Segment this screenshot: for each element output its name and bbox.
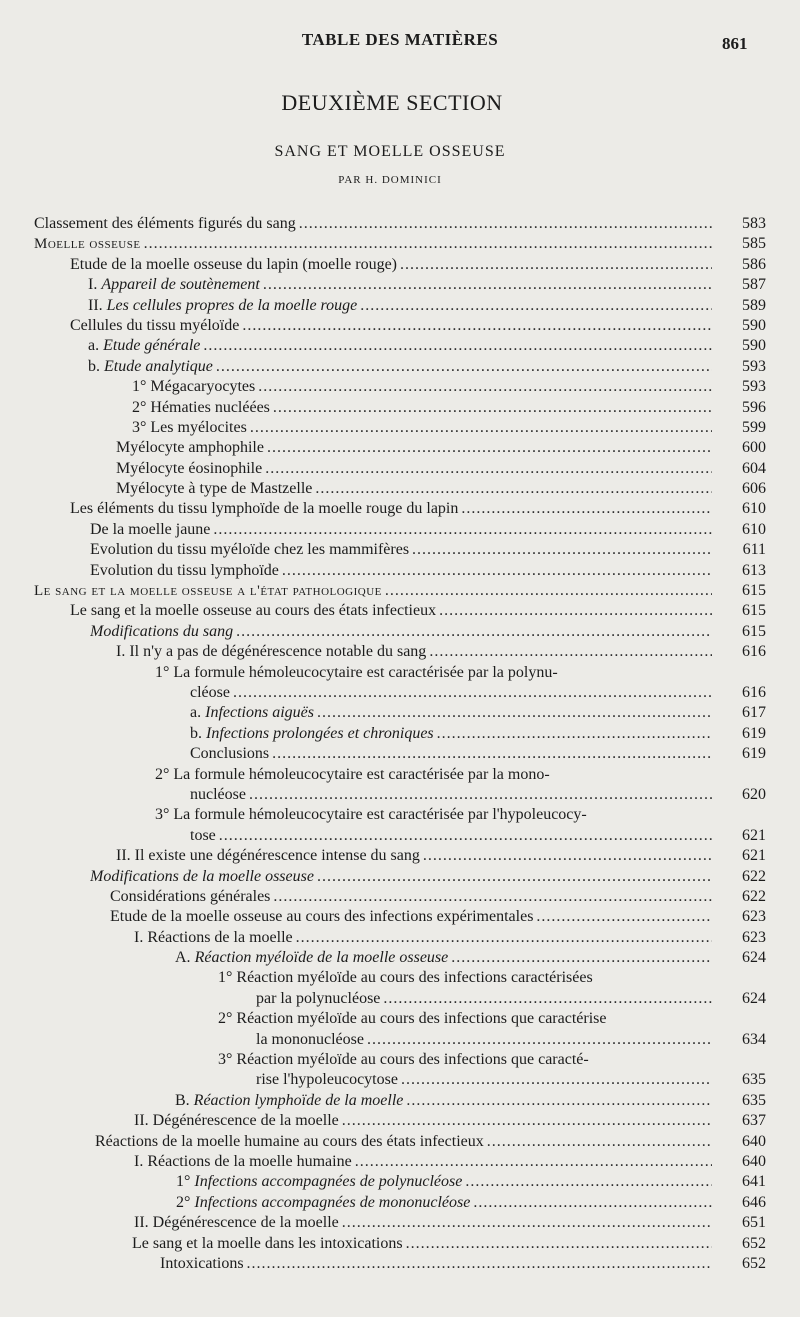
toc-entry-title xyxy=(132,377,255,397)
toc-entry-prefix: B. xyxy=(175,1091,194,1109)
toc-entry-title xyxy=(190,826,216,846)
toc-entry-title xyxy=(256,1030,364,1050)
toc-entry xyxy=(0,968,800,988)
toc-entry-title xyxy=(155,663,558,683)
toc-entry-prefix: a. xyxy=(88,337,104,355)
toc-entry-title xyxy=(88,296,357,316)
toc-page-number: 646 xyxy=(742,1193,766,1211)
page-number: 861 xyxy=(722,34,748,53)
toc-entry-title xyxy=(90,867,314,887)
toc-page-number: 599 xyxy=(742,418,766,436)
dot-leader xyxy=(236,622,712,642)
toc-entry-title xyxy=(155,805,587,825)
toc-entry xyxy=(0,377,800,397)
toc-page-number: 617 xyxy=(742,704,766,722)
toc-entry xyxy=(0,581,800,601)
toc-entry xyxy=(0,928,800,948)
table-of-contents xyxy=(0,214,800,1274)
toc-page-number: 623 xyxy=(742,908,766,926)
toc-page-number: 613 xyxy=(742,561,766,579)
toc-page-number: 623 xyxy=(742,928,766,946)
toc-entry xyxy=(0,948,800,968)
toc-entry-title xyxy=(34,234,141,254)
toc-entry xyxy=(0,336,800,356)
toc-entry-title xyxy=(256,1070,398,1090)
toc-page-number: 621 xyxy=(742,826,766,844)
toc-entry-title xyxy=(134,1111,339,1131)
toc-entry-text: Réaction myéloïde de la moelle osseuse xyxy=(194,949,449,967)
toc-entry xyxy=(0,805,800,825)
toc-entry xyxy=(0,438,800,458)
dot-leader xyxy=(360,296,712,316)
toc-entry-text: Appareil de soutènement xyxy=(101,276,260,294)
dot-leader xyxy=(233,683,712,703)
toc-entry-text: Le sang et la moelle osseuse au cours des états infectieux xyxy=(70,602,437,620)
toc-entry-text: Modifications du sang xyxy=(90,622,234,640)
toc-page-number: 622 xyxy=(742,867,766,885)
toc-entry-title xyxy=(218,1050,589,1070)
toc-entry xyxy=(0,989,800,1009)
toc-entry-text: tose xyxy=(190,826,216,844)
dot-leader xyxy=(219,826,712,846)
toc-entry-title xyxy=(70,255,397,275)
toc-entry-text: Etude analytique xyxy=(104,357,213,375)
dot-leader xyxy=(273,887,712,907)
toc-entry-text: Moelle osseuse xyxy=(34,236,141,253)
toc-entry xyxy=(0,1009,800,1029)
toc-entry-title xyxy=(88,336,200,356)
toc-entry-text: Infections accompagnées de mononucléose xyxy=(194,1193,471,1211)
toc-page-number: 615 xyxy=(742,582,766,600)
dot-leader xyxy=(282,561,712,581)
toc-entry xyxy=(0,887,800,907)
toc-page-number: 652 xyxy=(742,1254,766,1272)
toc-entry-text: Myélocyte à type de Mastzelle xyxy=(116,480,313,498)
dot-leader xyxy=(273,398,712,418)
dot-leader xyxy=(247,1254,712,1274)
dot-leader xyxy=(461,499,712,519)
toc-entry xyxy=(0,520,800,540)
toc-page-number: 616 xyxy=(742,683,766,701)
toc-entry xyxy=(0,1152,800,1172)
toc-entry-prefix: b. xyxy=(190,724,206,742)
dot-leader xyxy=(401,1070,712,1090)
toc-entry xyxy=(0,622,800,642)
toc-entry-text: cléose xyxy=(190,683,230,701)
author-line: PAR H. DOMINICI xyxy=(338,174,442,186)
toc-entry-title xyxy=(160,1254,244,1274)
toc-entry-text: 2° Réaction myéloïde au cours des infections que caractérise xyxy=(218,1010,607,1028)
toc-page-number: 652 xyxy=(742,1234,766,1252)
toc-entry-title xyxy=(34,581,382,601)
section-subtitle: SANG ET MOELLE OSSEUSE xyxy=(274,143,506,160)
toc-entry-text: Myélocyte éosinophile xyxy=(116,459,263,477)
toc-entry-title xyxy=(134,928,293,948)
dot-leader xyxy=(258,377,712,397)
toc-entry-title xyxy=(176,1193,470,1213)
toc-entry-prefix: a. xyxy=(190,704,206,722)
toc-entry-title xyxy=(256,989,380,1009)
toc-entry xyxy=(0,642,800,662)
toc-page-number: 593 xyxy=(742,357,766,375)
toc-entry-text: Le sang et la moelle osseuse a l'état pathologique xyxy=(34,583,382,600)
toc-entry-title xyxy=(218,1009,606,1029)
toc-entry-title xyxy=(190,785,246,805)
toc-page-number: 621 xyxy=(742,847,766,865)
dot-leader xyxy=(265,459,712,479)
dot-leader xyxy=(296,928,712,948)
toc-page-number: 635 xyxy=(742,1091,766,1109)
toc-entry-text: I. Réactions de la moelle humaine xyxy=(134,1152,352,1170)
toc-entry-prefix: A. xyxy=(175,949,195,967)
toc-entry-title xyxy=(90,540,409,560)
dot-leader xyxy=(385,581,712,601)
dot-leader xyxy=(473,1193,712,1213)
toc-entry xyxy=(0,296,800,316)
toc-entry-text: 2° Hématies nucléées xyxy=(132,398,270,416)
dot-leader xyxy=(267,438,712,458)
toc-entry xyxy=(0,846,800,866)
toc-entry xyxy=(0,540,800,560)
toc-entry xyxy=(0,765,800,785)
toc-entry-text: par la polynucléose xyxy=(256,989,381,1007)
toc-entry-title xyxy=(90,622,233,642)
toc-page-number: 600 xyxy=(742,439,766,457)
toc-entry-text: rise l'hypoleucocytose xyxy=(256,1071,398,1089)
toc-entry xyxy=(0,785,800,805)
toc-entry-text: Les éléments du tissu lymphoïde de la moelle rouge du lapin xyxy=(70,500,459,518)
section-title: DEUXIÈME SECTION xyxy=(281,90,503,115)
dot-leader xyxy=(423,846,712,866)
dot-leader xyxy=(487,1132,712,1152)
toc-page-number: 593 xyxy=(742,378,766,396)
toc-entry-text: De la moelle jaune xyxy=(90,520,211,538)
toc-entry xyxy=(0,459,800,479)
toc-entry-text: Réaction lymphoïde de la moelle xyxy=(193,1091,404,1109)
toc-entry-title xyxy=(110,907,533,927)
dot-leader xyxy=(272,744,712,764)
toc-entry xyxy=(0,867,800,887)
toc-entry-title xyxy=(190,744,269,764)
toc-entry-title xyxy=(132,1234,403,1254)
dot-leader xyxy=(383,989,712,1009)
toc-page-number: 606 xyxy=(742,480,766,498)
toc-entry-prefix: II. xyxy=(88,296,107,314)
toc-entry-text: Evolution du tissu myéloïde chez les mammifères xyxy=(90,541,410,559)
toc-entry-text: Etude de la moelle osseuse du lapin (moelle rouge) xyxy=(70,255,398,273)
toc-entry-title xyxy=(34,214,296,234)
toc-entry-text: 3° La formule hémoleucocytaire est caractérisée par l'hypoleucocy- xyxy=(155,806,587,824)
toc-entry-title xyxy=(88,357,213,377)
toc-entry xyxy=(0,561,800,581)
dot-leader xyxy=(342,1213,712,1233)
dot-leader xyxy=(144,234,712,254)
dot-leader xyxy=(437,724,712,744)
toc-page-number: 590 xyxy=(742,316,766,334)
toc-entry-text: la mononucléose xyxy=(256,1030,364,1048)
toc-entry-title xyxy=(190,703,314,723)
dot-leader xyxy=(317,703,712,723)
dot-leader xyxy=(406,1234,712,1254)
toc-entry xyxy=(0,275,800,295)
toc-page-number: 619 xyxy=(742,745,766,763)
toc-entry-text: Réactions de la moelle humaine au cours des états infectieux xyxy=(95,1132,484,1150)
toc-entry-title xyxy=(134,1213,339,1233)
toc-entry-title xyxy=(218,968,593,988)
toc-entry-title xyxy=(88,275,260,295)
toc-entry-text: Le sang et la moelle dans les intoxications xyxy=(132,1234,403,1252)
toc-page-number: 624 xyxy=(742,989,766,1007)
toc-entry xyxy=(0,398,800,418)
toc-entry xyxy=(0,1132,800,1152)
toc-entry xyxy=(0,907,800,927)
toc-entry-text: 1° Réaction myéloïde au cours des infections caractérisées xyxy=(218,969,593,987)
toc-entry-title xyxy=(70,316,239,336)
toc-entry-title xyxy=(110,887,270,907)
running-head: TABLE DES MATIÈRES xyxy=(301,30,499,49)
toc-entry-title xyxy=(176,1172,462,1192)
dot-leader xyxy=(213,520,712,540)
toc-entry-text: 3° Les myélocites xyxy=(132,418,247,436)
toc-page-number: 640 xyxy=(742,1132,766,1150)
dot-leader xyxy=(216,357,712,377)
toc-entry-title xyxy=(116,438,264,458)
toc-entry xyxy=(0,1111,800,1131)
toc-page-number: 615 xyxy=(742,622,766,640)
toc-entry-text: Modifications de la moelle osseuse xyxy=(90,867,314,885)
toc-entry-title xyxy=(95,1132,484,1152)
toc-entry-title xyxy=(190,683,230,703)
toc-entry-text: Classement des éléments figurés du sang xyxy=(34,215,296,232)
toc-entry xyxy=(0,1193,800,1213)
dot-leader xyxy=(263,275,712,295)
toc-entry-text: nucléose xyxy=(190,785,246,803)
toc-page-number: 590 xyxy=(742,337,766,355)
toc-entry xyxy=(0,744,800,764)
toc-entry-text: 3° Réaction myéloïde au cours des infections que caracté- xyxy=(218,1051,589,1069)
toc-entry xyxy=(0,1213,800,1233)
toc-entry-prefix: 1° xyxy=(176,1173,195,1191)
toc-page-number: 596 xyxy=(742,398,766,416)
toc-page-number: 619 xyxy=(742,724,766,742)
toc-entry xyxy=(0,255,800,275)
dot-leader xyxy=(465,1172,712,1192)
dot-leader xyxy=(412,540,712,560)
toc-entry-text: I. Réactions de la moelle xyxy=(134,928,293,946)
toc-entry-text: Etude générale xyxy=(103,337,201,355)
toc-page-number: 620 xyxy=(742,785,766,803)
dot-leader xyxy=(429,642,712,662)
toc-entry-title xyxy=(90,520,210,540)
toc-page-number: 586 xyxy=(742,255,766,273)
toc-entry-text: II. Il existe une dégénérescence intense du sang xyxy=(116,847,420,865)
dot-leader xyxy=(355,1152,712,1172)
toc-page-number: 641 xyxy=(742,1173,766,1191)
toc-entry-title xyxy=(116,846,420,866)
toc-page-number: 604 xyxy=(742,459,766,477)
toc-page-number: 622 xyxy=(742,887,766,905)
dot-leader xyxy=(315,479,712,499)
toc-page-number: 624 xyxy=(742,949,766,967)
toc-entry-text: Infections aiguës xyxy=(205,704,314,722)
toc-page-number: 610 xyxy=(742,520,766,538)
toc-entry xyxy=(0,1254,800,1274)
toc-entry-title xyxy=(175,1091,403,1111)
toc-entry-text: Myélocyte amphophile xyxy=(116,439,264,457)
dot-leader xyxy=(367,1030,712,1050)
toc-entry xyxy=(0,499,800,519)
dot-leader xyxy=(536,907,712,927)
toc-entry-title xyxy=(70,601,436,621)
toc-page-number: 589 xyxy=(742,296,766,314)
toc-page-number: 585 xyxy=(742,235,766,253)
toc-entry xyxy=(0,418,800,438)
toc-entry xyxy=(0,683,800,703)
dot-leader xyxy=(203,336,712,356)
toc-entry-title xyxy=(175,948,448,968)
toc-entry-title xyxy=(132,418,247,438)
toc-entry xyxy=(0,479,800,499)
toc-entry-prefix: b. xyxy=(88,357,104,375)
dot-leader xyxy=(406,1091,712,1111)
toc-entry-title xyxy=(70,499,458,519)
dot-leader xyxy=(299,214,712,234)
toc-entry-title xyxy=(116,642,426,662)
toc-entry xyxy=(0,1050,800,1070)
toc-entry-text: 1° La formule hémoleucocytaire est caractérisée par la polynu- xyxy=(155,663,558,681)
toc-entry-prefix: I. xyxy=(88,276,102,294)
toc-entry-title xyxy=(116,459,262,479)
toc-entry xyxy=(0,214,800,234)
toc-page-number: 616 xyxy=(742,643,766,661)
toc-entry-text: 2° La formule hémoleucocytaire est caractérisée par la mono- xyxy=(155,765,550,783)
toc-entry xyxy=(0,1070,800,1090)
toc-entry-text: II. Dégénérescence de la moelle xyxy=(134,1112,339,1130)
toc-page-number: 651 xyxy=(742,1214,766,1232)
toc-entry xyxy=(0,601,800,621)
toc-entry-text: I. Il n'y a pas de dégénérescence notable du sang xyxy=(116,643,427,661)
toc-entry xyxy=(0,1030,800,1050)
toc-page-number: 587 xyxy=(742,276,766,294)
toc-entry-title xyxy=(132,398,270,418)
toc-entry xyxy=(0,826,800,846)
toc-entry-text: Infections accompagnées de polynucléose xyxy=(194,1173,463,1191)
toc-entry-text: 1° Mégacaryocytes xyxy=(132,378,256,396)
dot-leader xyxy=(249,785,712,805)
toc-entry-title xyxy=(134,1152,352,1172)
toc-entry xyxy=(0,1234,800,1254)
toc-entry xyxy=(0,1091,800,1111)
dot-leader xyxy=(451,948,712,968)
dot-leader xyxy=(342,1111,712,1131)
toc-page-number: 610 xyxy=(742,500,766,518)
toc-entry xyxy=(0,357,800,377)
toc-entry xyxy=(0,316,800,336)
toc-entry-text: Cellules du tissu myéloïde xyxy=(70,316,240,334)
toc-entry-title xyxy=(116,479,312,499)
dot-leader xyxy=(400,255,712,275)
toc-entry-title xyxy=(90,561,279,581)
toc-entry-text: Infections prolongées et chroniques xyxy=(206,724,434,742)
toc-entry xyxy=(0,234,800,254)
dot-leader xyxy=(242,316,712,336)
toc-entry-text: Considérations générales xyxy=(110,887,271,905)
toc-entry-text: Evolution du tissu lymphoïde xyxy=(90,561,279,579)
toc-entry xyxy=(0,724,800,744)
toc-entry-text: Etude de la moelle osseuse au cours des infections expérimentales xyxy=(110,908,534,926)
toc-entry-text: Conclusions xyxy=(190,745,270,763)
toc-page-number: 640 xyxy=(742,1152,766,1170)
toc-entry xyxy=(0,663,800,683)
toc-entry-prefix: 2° xyxy=(176,1193,195,1211)
toc-entry-text: Les cellules propres de la moelle rouge xyxy=(106,296,358,314)
toc-entry-text: II. Dégénérescence de la moelle xyxy=(134,1214,339,1232)
toc-entry-title xyxy=(155,765,550,785)
dot-leader xyxy=(439,601,712,621)
toc-page-number: 611 xyxy=(742,541,766,559)
dot-leader xyxy=(250,418,712,438)
toc-entry xyxy=(0,703,800,723)
toc-page-number: 583 xyxy=(742,215,766,232)
toc-entry-text: Intoxications xyxy=(160,1254,244,1272)
toc-page-number: 635 xyxy=(742,1071,766,1089)
toc-page-number: 615 xyxy=(742,602,766,620)
toc-page-number: 634 xyxy=(742,1030,766,1048)
dot-leader xyxy=(317,867,712,887)
toc-page-number: 637 xyxy=(742,1112,766,1130)
toc-entry xyxy=(0,1172,800,1192)
toc-entry-title xyxy=(190,724,434,744)
